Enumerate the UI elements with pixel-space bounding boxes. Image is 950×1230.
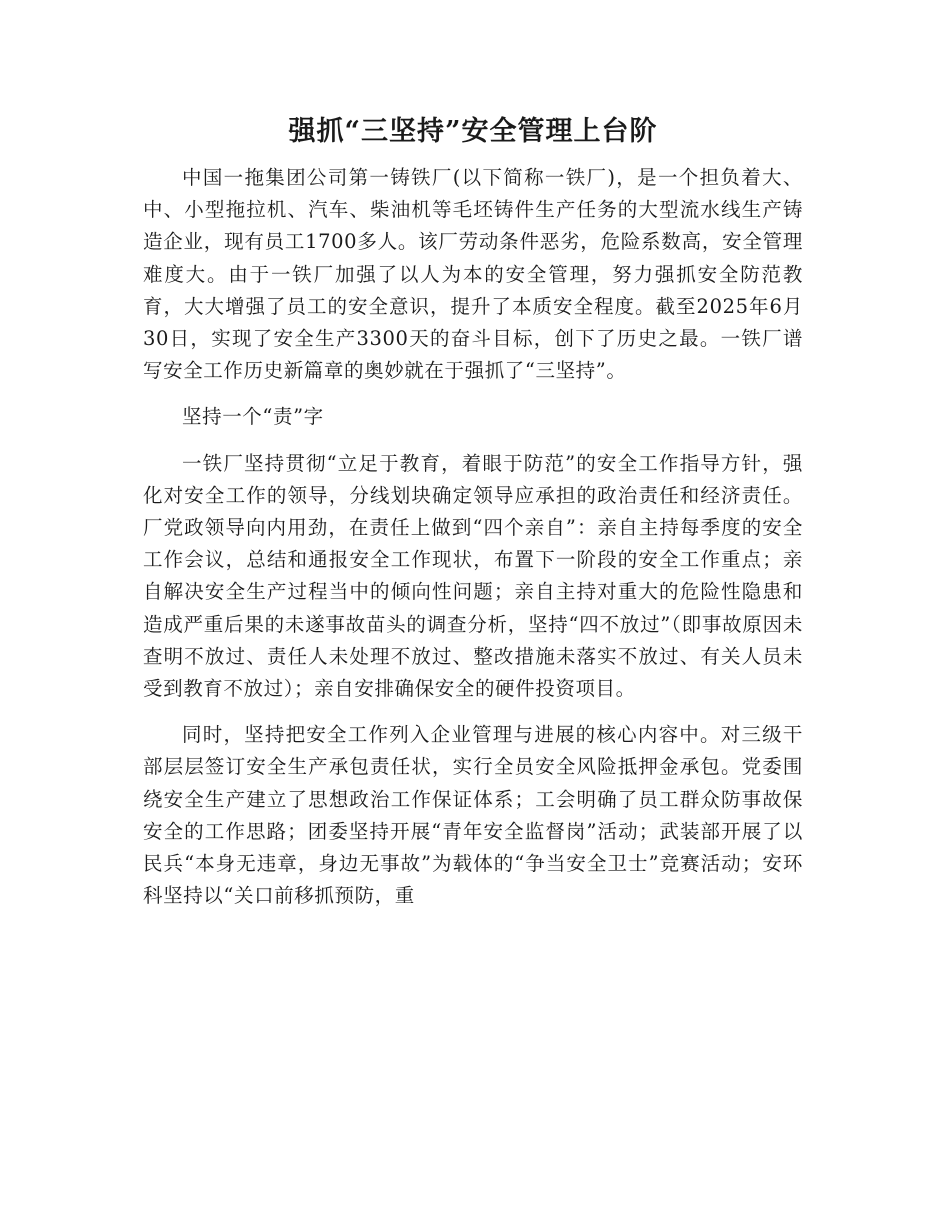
document-page [143,112,803,912]
responsibility-paragraph: 一铁厂坚持贯彻“立足于教育，着眼于防范”的安全工作指导方针，强化对安全工作的领导，分线划块确定领导应承担的政治责任和经济责任。厂党政领导向内用劲，在责任上做到“四个亲自”：亲自主持每季度的安全工作会议，总结和通报安全工作现状，布置下一阶段的安全工作重点；亲自解决安全生产过程当中的倾向性问题；亲自主持对重大的危险性隐患和造成严重后果的未遂事故苗头的调查分析，坚持“四不放过”（即事故原因未查明不放过、责任人未处理不放过、整改措施未落实不放过、有关人员未受到教育不放过）；亲自安排确保安全的硬件投资项目。 [143,451,803,701]
section-heading: 坚持一个“责”字 [182,405,324,429]
intro-paragraph: 中国一拖集团公司第一铸铁厂(以下简称一铁厂)，是一个担负着大、中、小型拖拉机、汽车、柴油机等毛坯铸件生产任务的大型流水线生产铸造企业，现有员工1700多人。该厂劳动条件恶劣，危险系数高，安全管理难度大。由于一铁厂加强了以人为本的安全管理，努力强抓安全防范教育，大大增强了员工的安全意识，提升了本质安全程度。截至2025年6月30日，实现了安全生产3300天的奋斗目标，创下了历史之最。一铁厂谱写安全工作历史新篇章的奥妙就在于强抓了“三坚持”。 [143,166,803,383]
simultaneous-paragraph: 同时，坚持把安全工作列入企业管理与进展的核心内容中。对三级干部层层签订安全生产承包责任状，实行全员安全风险抵押金承包。党委围绕安全生产建立了思想政治工作保证体系；工会明确了员工群众防事故保安全的工作思路；团委坚持开展“青年安全监督岗”活动；武装部开展了以民兵“本身无违章，身边无事故”为载体的“争当安全卫士”竞赛活动；安环科坚持以“关口前移抓预防，重 [143,723,803,908]
document-title: 强抓“三坚持”安全管理上台阶 [288,116,658,147]
